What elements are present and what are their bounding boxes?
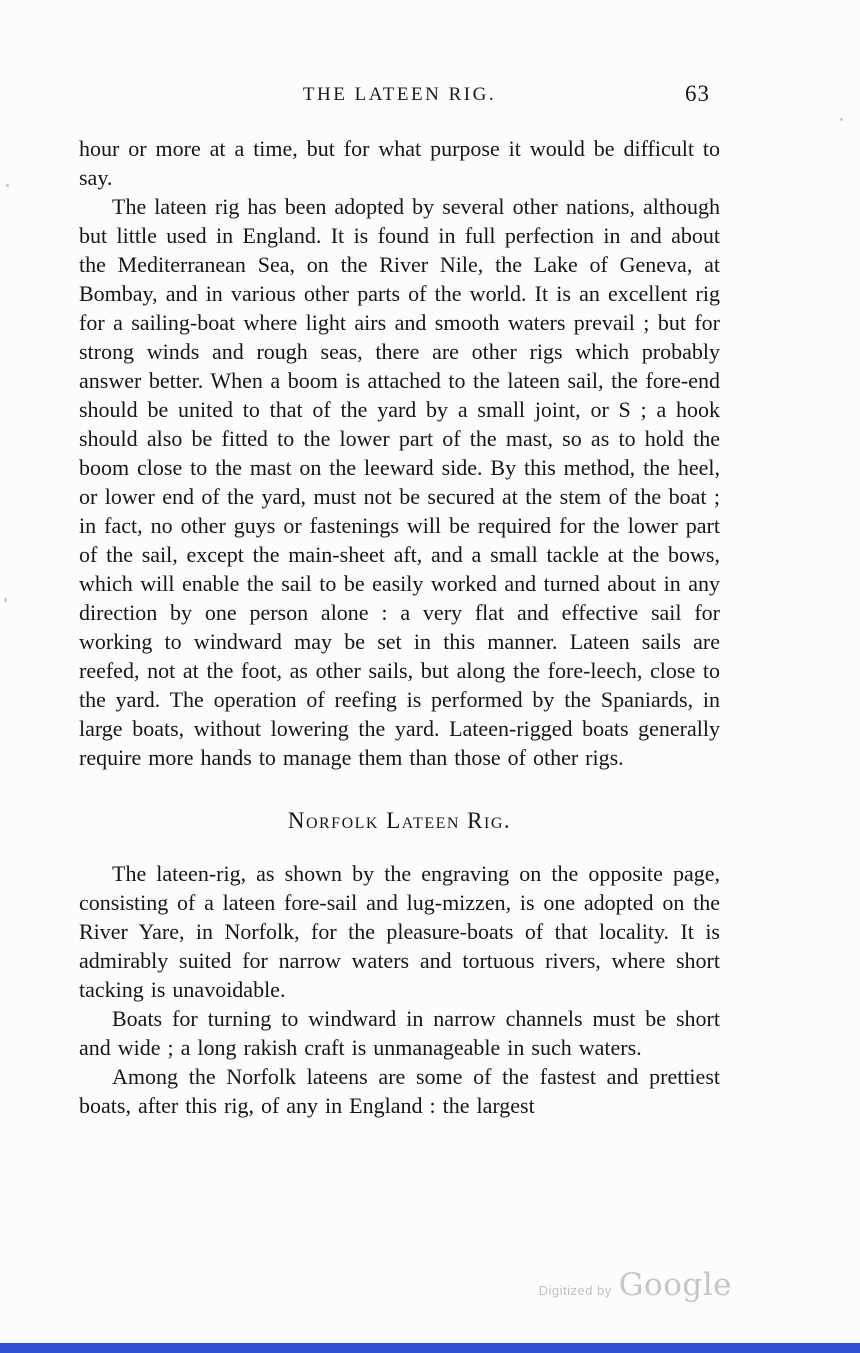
- scan-artifact: [840, 118, 843, 121]
- paragraph: Boats for turning to windward in narrow channels must be short and wide ; a long rakish craft is unmanageable in such waters.: [79, 1006, 720, 1060]
- page-header: [79, 81, 720, 110]
- bottom-blue-bar: [0, 1343, 860, 1353]
- section-body-block: [79, 859, 720, 1120]
- paragraph-continuation: hour or more at a time, but for what purpose it would be difficult to say.: [79, 136, 720, 190]
- scan-artifact: [4, 598, 7, 602]
- running-title: THE LATEEN RIG.: [302, 84, 497, 105]
- digitized-by-label: Digitized by: [538, 1283, 612, 1298]
- digitized-watermark: [539, 1267, 732, 1303]
- paragraph: The lateen-rig, as shown by the engraving on the opposite page, consisting of a lateen fore-sail and lug-mizzen, is one adopted on the River Yare, in Norfolk, for the pleasure-boats of that locality. It is admirably suited for narrow waters and tortuous rivers, where short tacking is unavoidable.: [79, 861, 720, 1002]
- page-content: [79, 81, 720, 1120]
- section-heading: Norfolk Lateen Rig.: [287, 808, 512, 833]
- google-logo: Google: [618, 1267, 732, 1303]
- scan-artifact: [6, 184, 9, 187]
- paragraph: Among the Norfolk lateens are some of the fastest and prettiest boats, after this rig, of any in England : the largest: [79, 1064, 720, 1118]
- page-number: 63: [685, 81, 710, 106]
- paragraph: The lateen rig has been adopted by several other nations, although but little used in England. It is found in full perfection in and about the Mediterranean Sea, on the River Nile, the Lake of Geneva, at Bombay, and in various other parts of the world. It is an excellent rig for a sailing-boat where light airs and smooth waters prevail ; but for strong winds and rough seas, there are other rigs which probably answer better. When a boom is attached to the lateen sail, the fore-end should be united to that of the yard by a small joint, or S ; a hook should also be fitted to the lower part of the mast, so as to hold the boom close to the mast on the leeward side. By this method, the heel, or lower end of the yard, must not be secured at the stem of the boat ; in fact, no other guys or fastenings will be required for the lower part of the sail, except the main-sheet aft, and a small tackle at the bows, which will enable the sail to be easily worked and turned about in any direction by one person alone : a very flat and effective sail for working to windward may be set in this manner. Lateen sails are reefed, not at the foot, as other sails, but along the fore-leech, close to the yard. The operation of reefing is performed by the Spaniards, in large boats, without lowering the yard. Lateen-rigged boats generally require more hands to manage them than those of other rigs.: [79, 194, 720, 770]
- body-text-block: [79, 134, 720, 772]
